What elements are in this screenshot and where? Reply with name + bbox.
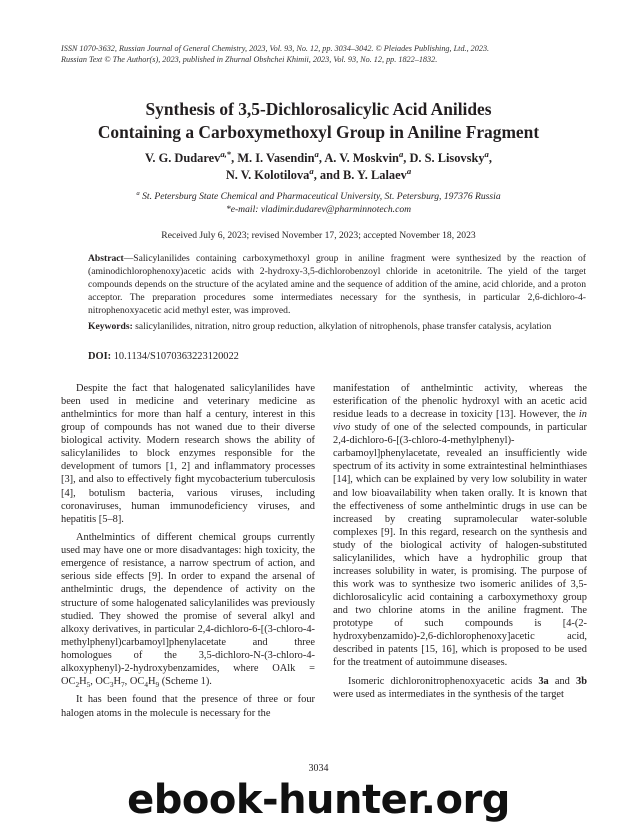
corresponding-star: * (226, 148, 232, 159)
journal-header-line-2: Russian Text © The Author(s), 2023, published in Zhurnal Obshchei Khimii, 2023, Vol. 93, No. 12, pp. 1822–1832. (61, 55, 438, 64)
affiliation-text: St. Petersburg State Chemical and Pharmaceutical University, St. Petersburg, 197376 Russia (139, 191, 501, 202)
body-paragraph (333, 382, 587, 669)
author-separator: , (403, 151, 410, 165)
author-separator: , (488, 151, 492, 165)
keywords-label: Keywords: (88, 321, 133, 332)
author-name: V. G. Dudarev (145, 151, 221, 165)
paragraph-text: manifestation of anthelmintic activity, whereas the esterification of the phenolic hydroxyl with an acetic acid residue leads to a decrease in toxicity [13]. However, the (333, 383, 587, 421)
body-column-left (61, 382, 315, 720)
keywords-text: salicylanilides, nitration, nitro group reduction, alkylation of nitrophenols, phase transfer catalysis, acylation (132, 321, 552, 332)
compound-label: 3a (538, 675, 549, 687)
affiliation-sup: a (136, 189, 140, 197)
formula-ethoxy: $OC_2H_5$ (61, 675, 91, 689)
authors-line-1 (60, 150, 577, 167)
author-name: D. S. Lisovsky (409, 151, 485, 165)
paragraph-text: and (548, 675, 577, 687)
body-paragraph (333, 675, 587, 701)
title-line-2: Containing a Carboxymethoxyl Group in Aniline Fragment (97, 122, 540, 142)
author-affil-sup: a (309, 165, 314, 176)
compound-label: 3b (576, 675, 587, 687)
formula-propoxy: , $OC_3H_7$ (90, 675, 125, 689)
body-column-right (333, 382, 587, 701)
author-name: B. Y. Lalaev (343, 168, 407, 182)
paragraph-text: Isomeric dichloronitrophenoxyacetic acids (348, 675, 539, 687)
author-list (60, 150, 577, 184)
author-affil-sup: a (406, 165, 412, 176)
author-affil-sup: a (314, 148, 319, 159)
author-separator: , (231, 151, 238, 165)
abstract-text: —Salicylanilides containing carboxymethoxyl group in aniline fragment were synthesized by the reaction of (aminodichlorophenoxy)acetic acids with 2-hydroxy-3,5-dichlorobenzoyl chloride in acetonitrile. The yield of the target compounds depends on the structure of the acylated amine and the sequence of addition of the amine, acid chloride, and a proton acceptor. The preparation procedures some intermediates necessary for the synthesis, in particular 2,6-dichloro-4-nitrophenoxyacetic acid methyl ester, was improved. (88, 253, 586, 317)
keywords (88, 320, 586, 333)
body-paragraph: Despite the fact that halogenated salicylanilides have been used in medicine and veterinary medicine as anthelmintics for more than half a century, interest in this group of compounds has not waned due to their diverse biological activity. Modern research shows the ability of salicylanilides to block enzymes responsible for the development of tumors [1, 2] and inflammatory processes [3], and also to effectively fight mycobacterium tuberculosis [4], botulism bacteria, various viruses, including coronaviruses, human immunodeficiency viruses, and hepatitis [5–8]. (61, 383, 315, 525)
affiliation (60, 191, 577, 216)
journal-header-line-1: ISSN 1070-3632, Russian Journal of General Chemistry, 2023, Vol. 93, No. 12, pp. 3034–3042. © Pleiades Publishing, Ltd., 2023. (61, 44, 490, 53)
formula-butoxy: , $OC_4H_9$ (124, 675, 160, 689)
watermark: ebook-hunter.org (127, 777, 510, 823)
authors-line-2 (60, 167, 577, 184)
affiliation-line (60, 191, 577, 204)
doi-value[interactable]: 10.1134/S1070363223120022 (111, 351, 239, 362)
author-name: A. V. Moskvin (324, 151, 399, 165)
author-affil-sup: a, (220, 148, 227, 159)
author-name: N. V. Kolotilova (225, 168, 310, 182)
author-affil-sup: a (398, 148, 404, 159)
author-affil-sup: a (484, 148, 489, 159)
corresponding-email: *e-mail: vladimir.dudarev@pharminnotech.com (225, 203, 412, 215)
author-separator: , and (313, 168, 343, 182)
body-paragraph: It has been found that the presence of three or four halogen atoms in the molecule is necessary for the (61, 694, 315, 719)
paragraph-text: Anthelmintics of different chemical groups currently used may have one or more disadvantages: high toxicity, the emergence of resistance, a narrow spectrum of action, and serious side effects [9]. In order to expand the arsenal of anthelmintic drugs, the dependence of activity on the structure of some halogenated salicylanilides was previously studied. They showed the promise of several alkyl and alkoxy derivatives, in particular 2,4-dichloro-6-[(3-chloro-4-methylphenyl)carbamoyl]phenylacetate and three homologues of the 3,5-dichloro-N-(3-chloro-4-alkoxyphenyl)-2-hydroxybenzamides, where OAlk = (61, 532, 315, 674)
author-separator: , (318, 151, 325, 165)
abstract-label: Abstract (88, 253, 124, 264)
doi-label: DOI: (88, 351, 112, 362)
scheme-reference: (Scheme 1). (159, 675, 212, 687)
doi (88, 350, 586, 363)
body-paragraph (61, 531, 315, 688)
paragraph-text: study of one of the selected compounds, in particular 2,4-dichloro-6-[(3-chloro-4-methylphenyl)-carbamoyl]phenylacetate, revealed an insufficiently wide spectrum of its activity in some extraintestinal helminthiases [14], which can be explained by very low solubility in water and low bioavailability when taken orally. It is known that the effectiveness of some anthelmintic drugs in use can be increased by creating supramolecular water-soluble complexes [9]. In this regard, research on the synthesis and study of the biological activity of halogen-substituted salicylanilides, which have a hydrophilic group that increases solubility in water, is promising. The purpose of this work was to synthesize two isomeric anilides of 3,5-dichlorosalicylic acid containing a carboxymethoxy group and two chlorine atoms in the aniline fragment. The prototype of such compounds is [4-(2-hydroxybenzamido)-2,6-dichlorophenoxy]acetic acid, described in patents [15, 16], which is proposed to be used for the treatment of autoimmune diseases. (333, 422, 587, 669)
abstract (88, 252, 586, 317)
italic-term: in vivo (333, 409, 587, 434)
paragraph-text: were used as intermediates in the synthesis of the target (333, 688, 564, 700)
author-name: M. I. Vasendin (237, 151, 315, 165)
title-line-1: Synthesis of 3,5-Dichlorosalicylic Acid Anilides (145, 99, 492, 119)
page-number: 3034 (308, 763, 329, 774)
article-title (40, 98, 597, 144)
received-dates: Received July 6, 2023; revised November 17, 2023; accepted November 18, 2023 (161, 230, 476, 241)
